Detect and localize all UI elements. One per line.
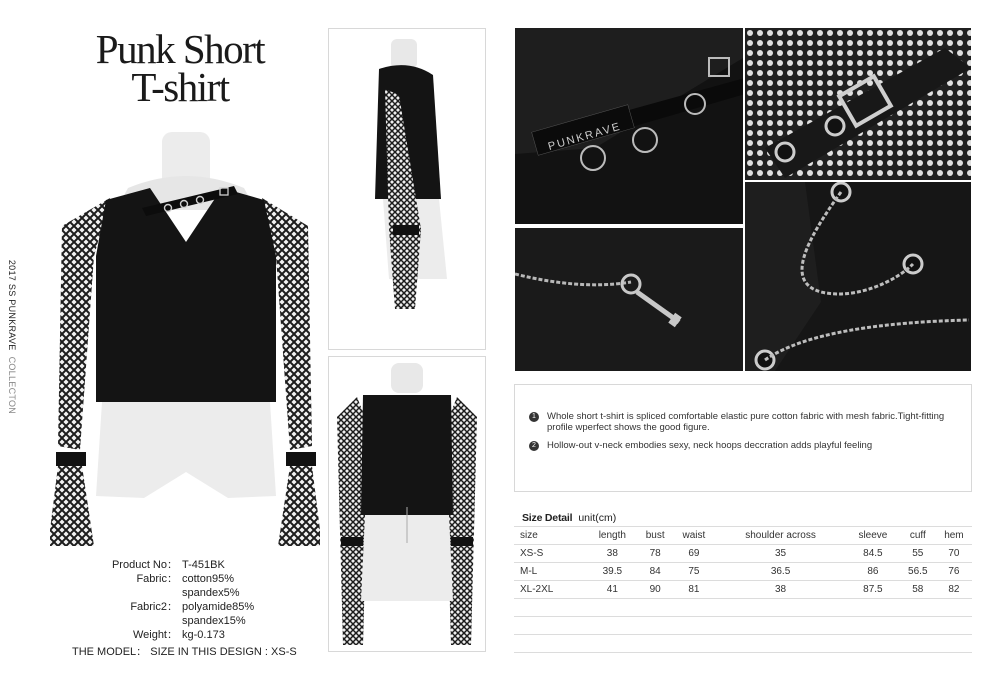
table-cell: 56.5 [900, 563, 936, 581]
size-table [514, 526, 972, 599]
detail-photo-buckle [745, 28, 971, 180]
detail-photo-key [515, 228, 743, 371]
back-cuff-strap-right [451, 537, 473, 546]
brand-tag-text: PUNKRAVE [546, 120, 623, 153]
table-cell: 35 [715, 545, 846, 563]
spec-row: Weight： kg-0.173 [132, 629, 225, 641]
mannequin-hips [96, 402, 276, 498]
table-row [514, 563, 972, 581]
table-divider [514, 616, 972, 617]
title-line-2: T-shirt [131, 64, 229, 110]
product-title [60, 26, 300, 110]
mannequin-neck [391, 39, 417, 69]
table-cell: 39.5 [587, 563, 638, 581]
table-cell: 86 [846, 563, 900, 581]
back-view-image [329, 357, 485, 651]
size-detail-unit: unit(cm) [578, 512, 617, 524]
table-cell: 81 [673, 581, 715, 599]
description-item [529, 440, 959, 451]
spec-row: Fabric2： polyamide85% [130, 601, 255, 613]
side-cuff-strap [393, 225, 419, 235]
column-header: hem [936, 527, 972, 545]
table-cell: 75 [673, 563, 715, 581]
tshirt-body [96, 188, 276, 402]
table-cell: 87.5 [846, 581, 900, 599]
table-cell: 69 [673, 545, 715, 563]
table-cell: XL-2XL [514, 581, 587, 599]
table-divider [514, 598, 972, 599]
collection-label-main: 2017 SS PUNKRAVE [7, 259, 17, 351]
back-view-frame [328, 356, 486, 652]
spec-row: Product No： T-451BK [111, 559, 225, 571]
model-size-line: THE MODEL： SIZE IN THIS DESIGN : XS-S [72, 646, 297, 658]
column-header: shoulder across [715, 527, 846, 545]
column-header: length [587, 527, 638, 545]
description-item [529, 411, 959, 433]
size-table-header-row [514, 527, 972, 545]
bullet-number: 1 [529, 412, 539, 422]
table-cell: 38 [587, 545, 638, 563]
right-flared-cuff [278, 466, 320, 546]
table-divider [514, 634, 972, 635]
column-header: size [514, 527, 587, 545]
detail-photo-chain [745, 182, 971, 371]
table-divider [514, 652, 972, 653]
strap-eyelet [776, 143, 794, 161]
table-cell: 82 [936, 581, 972, 599]
table-cell: 90 [638, 581, 673, 599]
table-cell: 38 [715, 581, 846, 599]
left-cuff-strap [56, 452, 86, 466]
right-cuff-strap [286, 452, 316, 466]
size-detail-label: Size Detail [522, 512, 573, 524]
side-view-frame [328, 28, 486, 350]
left-flared-cuff [50, 466, 94, 546]
spec-row: spandex5% [182, 587, 240, 599]
description-text: Whole short t-shirt is spliced comfortable elastic pure cotton fabric with mesh fabric.Tight-fitting profile wperfect shows the good figure. [547, 411, 945, 433]
table-cell: 76 [936, 563, 972, 581]
back-cuff-strap-left [341, 537, 363, 546]
mannequin-neck [391, 363, 423, 393]
description-text: Hollow-out v-neck embodies sexy, neck hoops deccration adds playful feeling [547, 440, 873, 451]
table-row [514, 545, 972, 563]
bullet-number: 2 [529, 441, 539, 451]
product-specs [60, 558, 320, 642]
table-cell: M-L [514, 563, 587, 581]
column-header: sleeve [846, 527, 900, 545]
table-cell: 70 [936, 545, 972, 563]
table-cell: 84.5 [846, 545, 900, 563]
collection-label-sub: COLLECTON [7, 356, 17, 415]
table-cell: 58 [900, 581, 936, 599]
collection-side-label [7, 247, 17, 427]
table-row [514, 581, 972, 599]
back-body [361, 395, 453, 515]
strap-eyelet [826, 117, 844, 135]
column-header: bust [638, 527, 673, 545]
spec-row: spandex15% [182, 615, 246, 627]
table-cell: 84 [638, 563, 673, 581]
column-header: waist [673, 527, 715, 545]
detail-photo-collar [515, 28, 743, 224]
description-box [514, 384, 972, 492]
front-product-image [50, 126, 320, 556]
column-header: cuff [900, 527, 936, 545]
table-cell: 41 [587, 581, 638, 599]
spec-row: Fabric： cotton95% [136, 573, 234, 585]
title-line-1: Punk Short [95, 26, 265, 72]
table-cell: 55 [900, 545, 936, 563]
table-cell: 36.5 [715, 563, 846, 581]
table-cell: 78 [638, 545, 673, 563]
table-cell: XS-S [514, 545, 587, 563]
size-detail-header [522, 512, 616, 524]
side-view-image [329, 29, 485, 349]
